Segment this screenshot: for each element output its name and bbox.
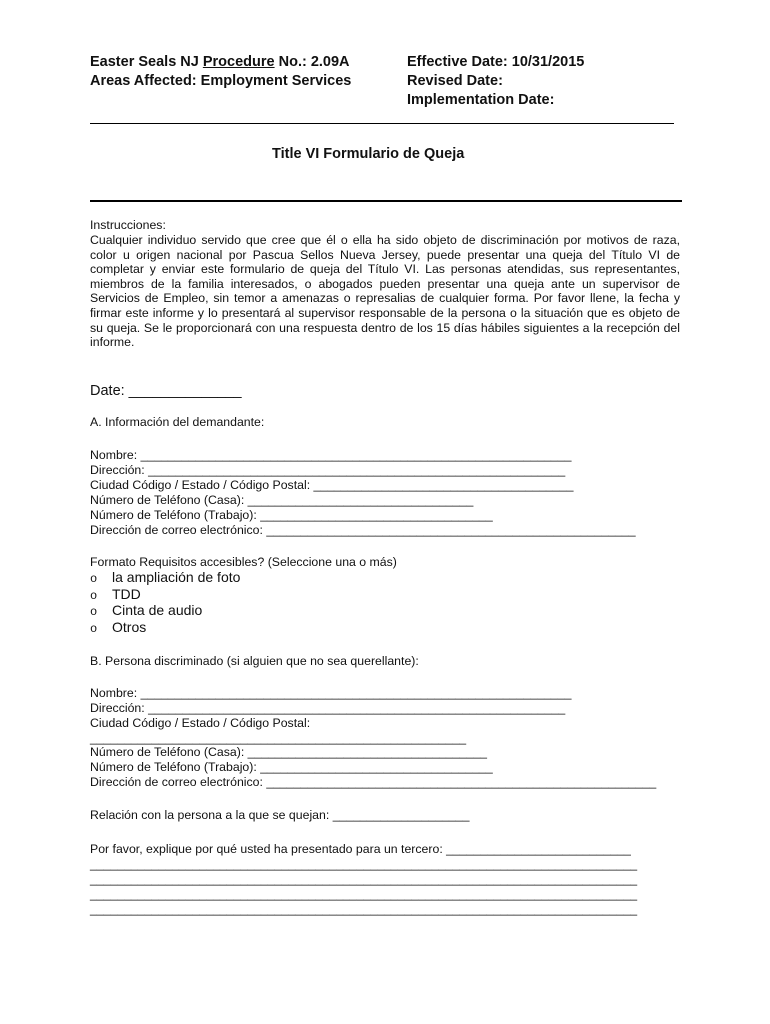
checkbox-mark[interactable]: o (90, 622, 98, 636)
section-b-address: Dirección: _____________________________________________________________ (90, 701, 566, 715)
section-b-phone-home: Número de Teléfono (Casa): ___________________________________ (90, 745, 488, 759)
checkbox-mark[interactable]: o (90, 572, 98, 586)
section-a-name: Nombre: _______________________________________________________________ (90, 448, 572, 462)
areas-affected: Areas Affected: Employment Services (90, 73, 352, 89)
header-rule (90, 123, 674, 124)
explain-blank-line: ________________________________________________________________________________ (90, 872, 638, 886)
section-b-email: Dirección de correo electrónico: _________________________________________________________ (90, 775, 657, 789)
revised-date: Revised Date: (407, 73, 503, 89)
procedure-word: Procedure (202, 54, 275, 70)
explain-field: Por favor, explique por qué usted ha presentado para un tercero: ___________________________ (90, 842, 631, 856)
checkbox-mark[interactable]: o (90, 589, 98, 603)
checkbox-mark[interactable]: o (90, 605, 98, 619)
format-option-label: TDD (112, 586, 141, 602)
section-a-phone-work: Número de Teléfono (Trabajo): __________________________________ (90, 508, 493, 522)
date-field: Date: ______________ (90, 383, 242, 399)
org-prefix: Easter Seals NJ (90, 54, 203, 70)
procedure-number: No.: 2.09A (274, 54, 350, 70)
relation-field: Relación con la persona a la que se quejan: ____________________ (90, 808, 470, 822)
title-rule (90, 200, 682, 202)
section-a-email: Dirección de correo electrónico: ______________________________________________________ (90, 523, 636, 537)
format-option-other[interactable] (90, 619, 146, 638)
section-b-phone-work: Número de Teléfono (Trabajo): __________________________________ (90, 760, 493, 774)
format-option-label: Cinta de audio (112, 602, 203, 618)
section-a-address: Dirección: _____________________________________________________________ (90, 463, 566, 477)
explain-blank-line: ________________________________________________________________________________ (90, 902, 638, 916)
section-b-city-line: _______________________________________________________ (90, 731, 467, 745)
section-b-city: Ciudad Código / Estado / Código Postal: (90, 716, 311, 730)
explain-blank-line: ________________________________________________________________________________ (90, 887, 638, 901)
format-option-label: la ampliación de foto (112, 569, 241, 585)
explain-blank-line: ________________________________________________________________________________ (90, 857, 638, 871)
format-option-label: Otros (112, 619, 147, 635)
section-b-name: Nombre: _______________________________________________________________ (90, 686, 572, 700)
implementation-date: Implementation Date: (407, 92, 555, 108)
form-title: Title VI Formulario de Queja (272, 146, 465, 162)
section-a-heading: A. Información del demandante: (90, 415, 265, 429)
procedure-line (90, 53, 350, 72)
instructions-label: Instrucciones: (90, 218, 166, 232)
instructions-text: Cualquier individuo servido que cree que él o ella ha sido objeto de discriminación por motivos de raza, color u origen nacional por Pascua Sellos Nueva Jersey, puede presentar una queja del Título VI de completar y enviar este formulario de queja del Título VI. Las personas atendidas, sus representantes, miembros de la familia interesados, o abogados pueden presentar una queja ante un supervisor de Servicios de Empleo, sin temor a amenazas o represalias de cualquier forma. Por favor llene, la fecha y firmar este informe y lo presentará al supervisor responsable de la persona o la situación que es objeto de su queja. Se le proporcionará con una respuesta dentro de los 15 días hábiles siguientes a la recepción del informe. (90, 233, 680, 350)
formats-heading: Formato Requisitos accesibles? (Seleccione una o más) (90, 555, 397, 569)
effective-date: Effective Date: 10/31/2015 (407, 54, 585, 70)
section-a-city: Ciudad Código / Estado / Código Postal: ______________________________________ (90, 478, 574, 492)
section-b-heading: B. Persona discriminado (si alguien que no sea querellante): (90, 654, 419, 668)
section-a-phone-home: Número de Teléfono (Casa): _________________________________ (90, 493, 474, 507)
